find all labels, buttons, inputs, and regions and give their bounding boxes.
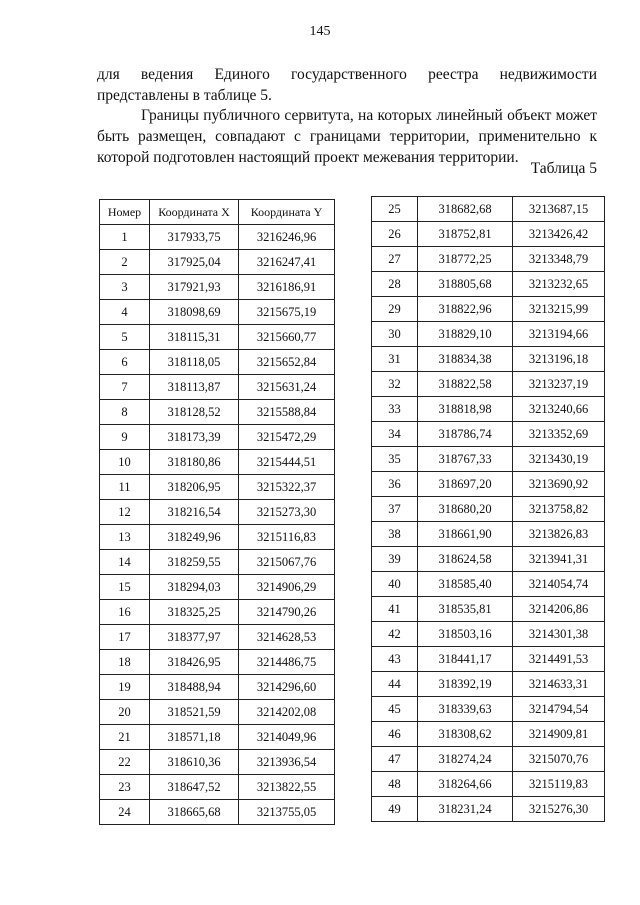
- table-row: [100, 625, 335, 650]
- point-number-cell: 21: [100, 725, 150, 750]
- point-number-cell: 44: [372, 672, 418, 697]
- page-number: 145: [309, 24, 331, 39]
- coordinate-y-cell: 3214906,29: [239, 575, 335, 600]
- table-row: [372, 672, 605, 697]
- table-row: [372, 272, 605, 297]
- point-number-cell: 33: [372, 397, 418, 422]
- coordinate-y-cell: 3215588,84: [239, 400, 335, 425]
- header-coordinate-y: Координата Y: [239, 200, 335, 225]
- point-number-cell: 19: [100, 675, 150, 700]
- coordinate-x-cell: 318682,68: [418, 197, 513, 222]
- coordinate-x-cell: 318610,36: [150, 750, 239, 775]
- coordinate-y-cell: 3215652,84: [239, 350, 335, 375]
- coordinate-y-cell: 3216186,91: [239, 275, 335, 300]
- coordinate-y-cell: 3213941,31: [513, 547, 605, 572]
- table-row: [372, 197, 605, 222]
- table-row: [100, 600, 335, 625]
- coordinate-y-cell: 3214794,54: [513, 697, 605, 722]
- coordinate-y-cell: 3215119,83: [513, 772, 605, 797]
- point-number-cell: 6: [100, 350, 150, 375]
- coordinate-y-cell: 3213237,19: [513, 372, 605, 397]
- header-coordinate-x: Координата X: [150, 200, 239, 225]
- coordinate-x-cell: 318339,63: [418, 697, 513, 722]
- coordinate-y-cell: 3213352,69: [513, 422, 605, 447]
- point-number-cell: 45: [372, 697, 418, 722]
- point-number-cell: 28: [372, 272, 418, 297]
- point-number-cell: 24: [100, 800, 150, 825]
- point-number-cell: 37: [372, 497, 418, 522]
- table-row: [100, 375, 335, 400]
- table-row: [372, 772, 605, 797]
- coordinate-x-cell: 318752,81: [418, 222, 513, 247]
- table-row: [100, 775, 335, 800]
- coordinate-x-cell: 318503,16: [418, 622, 513, 647]
- coordinate-y-cell: 3213215,99: [513, 297, 605, 322]
- coordinate-y-cell: 3214491,53: [513, 647, 605, 672]
- table-row: [100, 800, 335, 825]
- coordinate-y-cell: 3213755,05: [239, 800, 335, 825]
- coordinate-x-cell: 318259,55: [150, 550, 239, 575]
- table-row: [372, 697, 605, 722]
- coordinate-x-cell: 318661,90: [418, 522, 513, 547]
- coordinate-y-cell: 3214054,74: [513, 572, 605, 597]
- coordinate-x-cell: 317925,04: [150, 250, 239, 275]
- point-number-cell: 27: [372, 247, 418, 272]
- point-number-cell: 20: [100, 700, 150, 725]
- point-number-cell: 25: [372, 197, 418, 222]
- table-row: [100, 425, 335, 450]
- table-row: [100, 675, 335, 700]
- table-row: [100, 325, 335, 350]
- coordinate-y-cell: 3213822,55: [239, 775, 335, 800]
- point-number-cell: 32: [372, 372, 418, 397]
- table-row: [100, 250, 335, 275]
- point-number-cell: 11: [100, 475, 150, 500]
- point-number-cell: 41: [372, 597, 418, 622]
- coordinate-x-cell: 318786,74: [418, 422, 513, 447]
- point-number-cell: 5: [100, 325, 150, 350]
- table-row: [372, 297, 605, 322]
- coordinates-table-right: [371, 196, 605, 822]
- table-row: [100, 450, 335, 475]
- point-number-cell: 8: [100, 400, 150, 425]
- point-number-cell: 14: [100, 550, 150, 575]
- point-number-cell: 12: [100, 500, 150, 525]
- point-number-cell: 34: [372, 422, 418, 447]
- point-number-cell: 22: [100, 750, 150, 775]
- coordinate-y-cell: 3214909,81: [513, 722, 605, 747]
- coordinate-x-cell: 318264,66: [418, 772, 513, 797]
- coordinate-x-cell: 318822,96: [418, 297, 513, 322]
- point-number-cell: 48: [372, 772, 418, 797]
- coordinate-y-cell: 3213426,42: [513, 222, 605, 247]
- point-number-cell: 31: [372, 347, 418, 372]
- table-row: [372, 422, 605, 447]
- table-row: [100, 225, 335, 250]
- coordinate-y-cell: 3214790,26: [239, 600, 335, 625]
- coordinate-x-cell: 318829,10: [418, 322, 513, 347]
- table-row: [100, 650, 335, 675]
- point-number-cell: 35: [372, 447, 418, 472]
- coordinate-y-cell: 3213936,54: [239, 750, 335, 775]
- point-number-cell: 7: [100, 375, 150, 400]
- coordinate-y-cell: 3214633,31: [513, 672, 605, 697]
- table-row: [100, 475, 335, 500]
- point-number-cell: 2: [100, 250, 150, 275]
- coordinate-y-cell: 3215472,29: [239, 425, 335, 450]
- coordinate-y-cell: 3215444,51: [239, 450, 335, 475]
- coordinate-y-cell: 3213240,66: [513, 397, 605, 422]
- table-row: [372, 572, 605, 597]
- coordinate-y-cell: 3213232,65: [513, 272, 605, 297]
- coordinate-y-cell: 3215067,76: [239, 550, 335, 575]
- coordinate-y-cell: 3215276,30: [513, 797, 605, 822]
- coordinate-x-cell: 318392,19: [418, 672, 513, 697]
- servitude-paragraph: Границы публичного сервитута, на которых линейный объект может быть размещен, совпадают с границами территории, применительно к которой подготовлен настоящий проект межевания территории.: [97, 107, 597, 166]
- coordinate-y-cell: 3213194,66: [513, 322, 605, 347]
- coordinate-y-cell: 3213430,19: [513, 447, 605, 472]
- table-row: [372, 397, 605, 422]
- table-row: [372, 472, 605, 497]
- point-number-cell: 26: [372, 222, 418, 247]
- coordinate-x-cell: 318680,20: [418, 497, 513, 522]
- coordinate-x-cell: 318665,68: [150, 800, 239, 825]
- point-number-cell: 49: [372, 797, 418, 822]
- table-row: [372, 372, 605, 397]
- coordinate-y-cell: 3213687,15: [513, 197, 605, 222]
- point-number-cell: 46: [372, 722, 418, 747]
- coordinate-y-cell: 3215631,24: [239, 375, 335, 400]
- coordinate-x-cell: 318697,20: [418, 472, 513, 497]
- point-number-cell: 17: [100, 625, 150, 650]
- coordinate-x-cell: 318180,86: [150, 450, 239, 475]
- coordinate-x-cell: 318426,95: [150, 650, 239, 675]
- coordinate-x-cell: 318098,69: [150, 300, 239, 325]
- coordinate-x-cell: 318249,96: [150, 525, 239, 550]
- coordinate-x-cell: 318767,33: [418, 447, 513, 472]
- coordinate-x-cell: 318231,24: [418, 797, 513, 822]
- coordinate-x-cell: 318216,54: [150, 500, 239, 525]
- table-row: [372, 597, 605, 622]
- coordinate-x-cell: 318118,05: [150, 350, 239, 375]
- coordinate-x-cell: 318834,38: [418, 347, 513, 372]
- coordinate-x-cell: 317933,75: [150, 225, 239, 250]
- coordinate-x-cell: 318805,68: [418, 272, 513, 297]
- coordinates-table-left: [99, 199, 335, 825]
- coordinate-y-cell: 3214486,75: [239, 650, 335, 675]
- table-row: [372, 447, 605, 472]
- coordinate-y-cell: 3215070,76: [513, 747, 605, 772]
- coordinate-y-cell: 3215116,83: [239, 525, 335, 550]
- point-number-cell: 13: [100, 525, 150, 550]
- coordinate-x-cell: 318308,62: [418, 722, 513, 747]
- table-row: [372, 747, 605, 772]
- point-number-cell: 39: [372, 547, 418, 572]
- coordinate-y-cell: 3214202,08: [239, 700, 335, 725]
- header-number: Номер: [100, 200, 150, 225]
- coordinate-y-cell: 3213826,83: [513, 522, 605, 547]
- coordinate-x-cell: 318294,03: [150, 575, 239, 600]
- point-number-cell: 10: [100, 450, 150, 475]
- point-number-cell: 16: [100, 600, 150, 625]
- table-row: [372, 222, 605, 247]
- coordinate-y-cell: 3214301,38: [513, 622, 605, 647]
- coordinate-x-cell: 318113,87: [150, 375, 239, 400]
- table-row: [372, 547, 605, 572]
- coordinate-x-cell: 318377,97: [150, 625, 239, 650]
- point-number-cell: 40: [372, 572, 418, 597]
- coordinate-y-cell: 3215273,30: [239, 500, 335, 525]
- coordinate-x-cell: 318274,24: [418, 747, 513, 772]
- point-number-cell: 42: [372, 622, 418, 647]
- table-caption: Таблица 5: [530, 160, 597, 177]
- point-number-cell: 29: [372, 297, 418, 322]
- coordinate-x-cell: 318535,81: [418, 597, 513, 622]
- point-number-cell: 1: [100, 225, 150, 250]
- coordinate-x-cell: 318325,25: [150, 600, 239, 625]
- table-row: [372, 322, 605, 347]
- coordinate-y-cell: 3213758,82: [513, 497, 605, 522]
- point-number-cell: 4: [100, 300, 150, 325]
- coordinate-y-cell: 3216247,41: [239, 250, 335, 275]
- table-row: [100, 350, 335, 375]
- table-row: [372, 797, 605, 822]
- coordinate-x-cell: 318115,31: [150, 325, 239, 350]
- point-number-cell: 18: [100, 650, 150, 675]
- coordinate-x-cell: 318772,25: [418, 247, 513, 272]
- table-header-row: [100, 200, 335, 225]
- table-row: [100, 275, 335, 300]
- table-row: [100, 400, 335, 425]
- table-row: [100, 500, 335, 525]
- table-row: [100, 575, 335, 600]
- table-row: [372, 347, 605, 372]
- table-row: [372, 522, 605, 547]
- point-number-cell: 47: [372, 747, 418, 772]
- coordinate-x-cell: 318488,94: [150, 675, 239, 700]
- coordinate-x-cell: 318521,59: [150, 700, 239, 725]
- point-number-cell: 36: [372, 472, 418, 497]
- point-number-cell: 43: [372, 647, 418, 672]
- coordinate-y-cell: 3213196,18: [513, 347, 605, 372]
- coordinate-x-cell: 318647,52: [150, 775, 239, 800]
- point-number-cell: 38: [372, 522, 418, 547]
- table-row: [372, 722, 605, 747]
- coordinate-y-cell: 3214206,86: [513, 597, 605, 622]
- table-row: [372, 647, 605, 672]
- coordinate-y-cell: 3214296,60: [239, 675, 335, 700]
- point-number-cell: 30: [372, 322, 418, 347]
- table-row: [100, 300, 335, 325]
- table-row: [100, 550, 335, 575]
- coordinate-x-cell: 318822,58: [418, 372, 513, 397]
- table-row: [372, 497, 605, 522]
- point-number-cell: 3: [100, 275, 150, 300]
- table-row: [372, 247, 605, 272]
- coordinate-x-cell: 318818,98: [418, 397, 513, 422]
- point-number-cell: 23: [100, 775, 150, 800]
- coordinate-x-cell: 318585,40: [418, 572, 513, 597]
- coordinate-x-cell: 318571,18: [150, 725, 239, 750]
- intro-paragraph: для ведения Единого государственного реестра недвижимости представлены в таблице 5.: [97, 66, 597, 104]
- point-number-cell: 9: [100, 425, 150, 450]
- table-row: [100, 725, 335, 750]
- coordinate-y-cell: 3214049,96: [239, 725, 335, 750]
- coordinate-y-cell: 3215322,37: [239, 475, 335, 500]
- coordinate-y-cell: 3214628,53: [239, 625, 335, 650]
- point-number-cell: 15: [100, 575, 150, 600]
- coordinate-y-cell: 3213690,92: [513, 472, 605, 497]
- coordinate-x-cell: 317921,93: [150, 275, 239, 300]
- coordinate-x-cell: 318128,52: [150, 400, 239, 425]
- table-row: [100, 525, 335, 550]
- table-row: [100, 700, 335, 725]
- coordinate-x-cell: 318441,17: [418, 647, 513, 672]
- table-row: [100, 750, 335, 775]
- coordinate-x-cell: 318206,95: [150, 475, 239, 500]
- coordinate-y-cell: 3215675,19: [239, 300, 335, 325]
- coordinate-x-cell: 318173,39: [150, 425, 239, 450]
- table-row: [372, 622, 605, 647]
- coordinate-y-cell: 3215660,77: [239, 325, 335, 350]
- coordinate-y-cell: 3213348,79: [513, 247, 605, 272]
- coordinate-x-cell: 318624,58: [418, 547, 513, 572]
- coordinate-y-cell: 3216246,96: [239, 225, 335, 250]
